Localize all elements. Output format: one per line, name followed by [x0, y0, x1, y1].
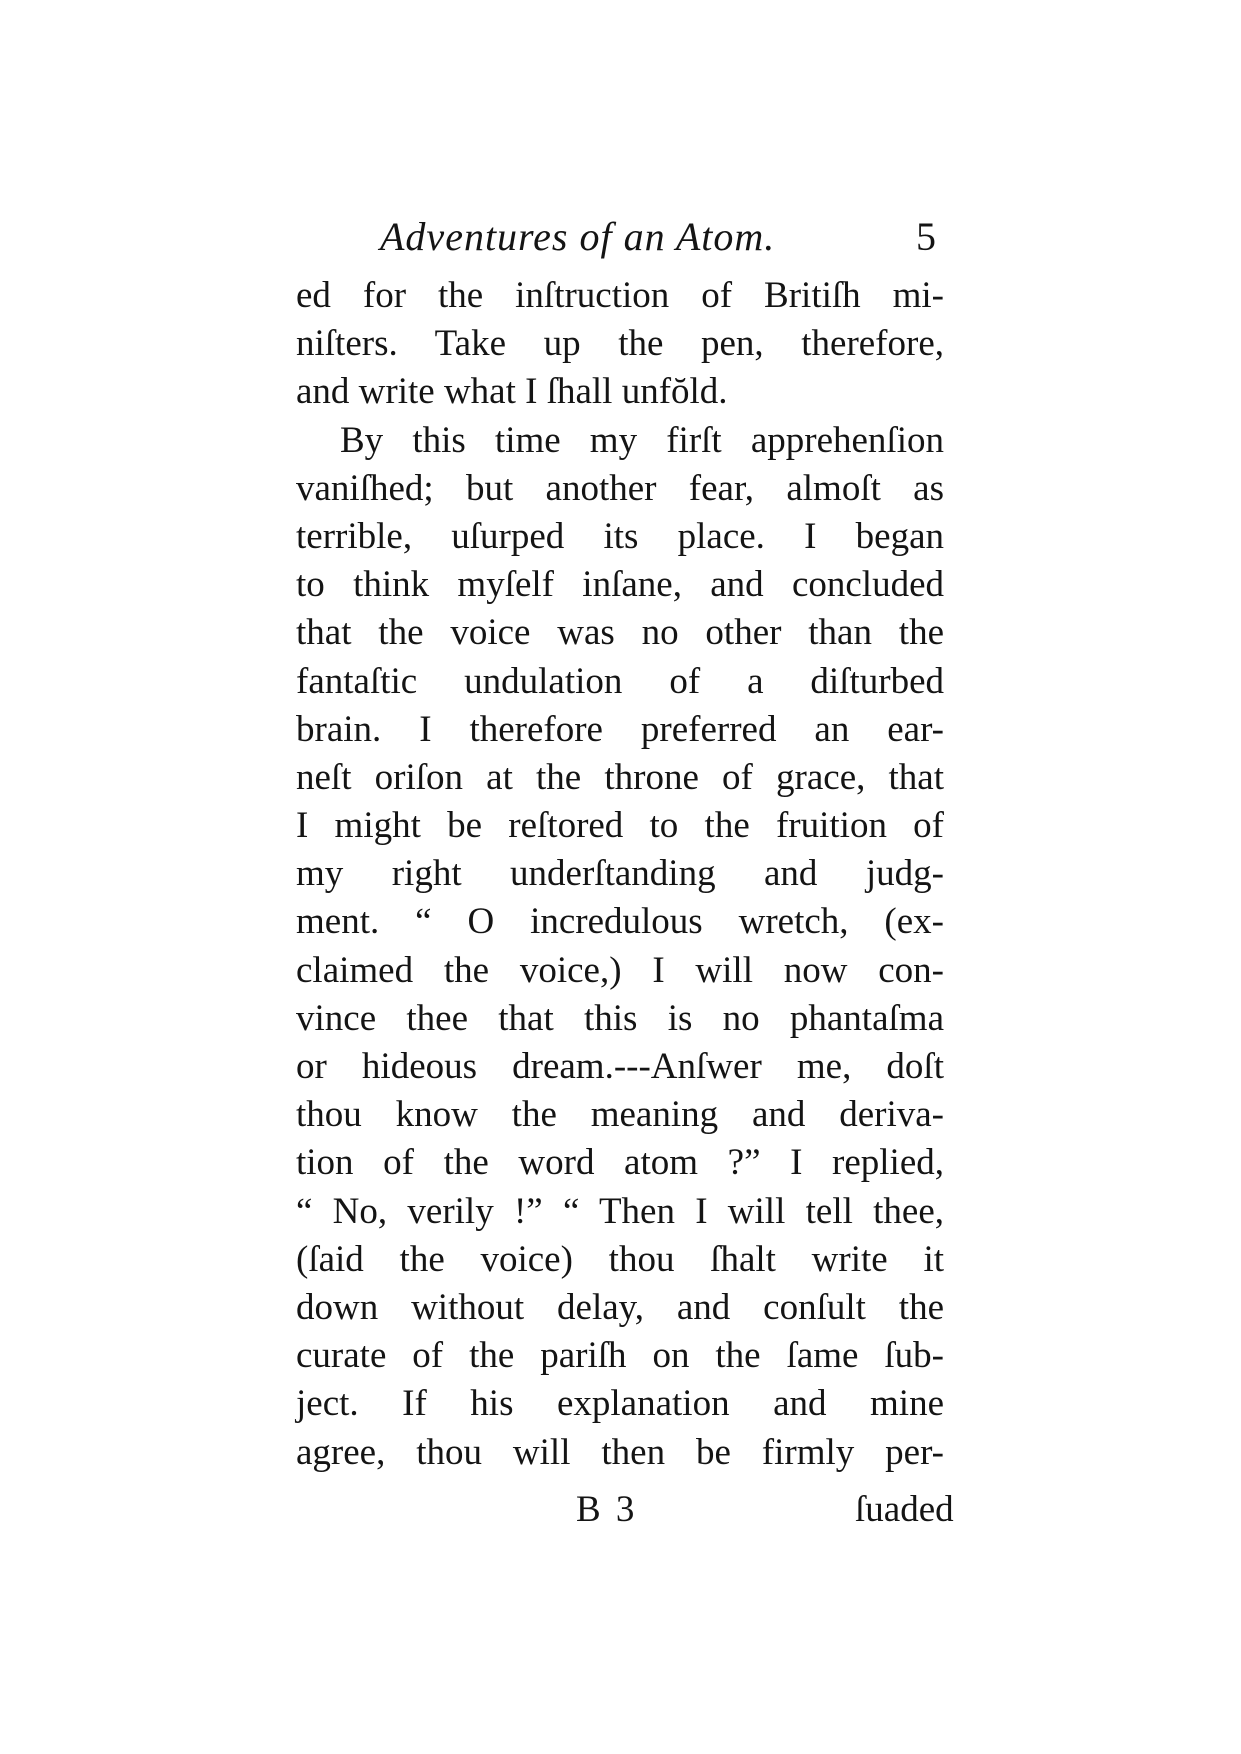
text-line: vaniſhed; but another fear, almoſt as	[296, 467, 944, 509]
text-line: By this time my firſt apprehenſion	[340, 419, 944, 461]
text-line: neſt oriſon at the throne of grace, that	[296, 756, 944, 798]
running-head-title: Adventures of an Atom.	[380, 214, 776, 259]
text-line: tion of the word atom ?” I replied,	[296, 1142, 944, 1184]
text-line: ment. “ O incredulous wretch, (ex-	[296, 901, 944, 943]
text-line: vince thee that this is no phantaſma	[296, 997, 944, 1039]
catchword: ſuaded	[855, 1489, 954, 1530]
text-line: brain. I therefore preferred an ear-	[296, 708, 944, 750]
text-line: down without delay, and conſult the	[296, 1286, 944, 1328]
text-line: terrible, uſurped its place. I began	[296, 515, 944, 557]
text-line: that the voice was no other than the	[296, 612, 944, 654]
text-line: I might be reſtored to the fruition of	[296, 805, 944, 847]
text-line: niſters. Take up the pen, therefore,	[296, 323, 944, 365]
text-line: and write what I ſhall unfŏld.	[296, 371, 728, 413]
text-line: (ſaid the voice) thou ſhalt write it	[296, 1238, 944, 1280]
text-line: agree, thou will then be firmly per-	[296, 1431, 944, 1473]
text-line: ed for the inſtruction of Britiſh mi-	[296, 275, 944, 316]
body-text	[296, 272, 944, 1477]
text-line: or hideous dream.---Anſwer me, doſt	[296, 1046, 944, 1087]
text-line: curate of the pariſh on the ſame ſub-	[296, 1335, 944, 1377]
text-line: my right underſtanding and judg-	[296, 853, 944, 895]
text-line: to think myſelf inſane, and concluded	[296, 564, 944, 606]
text-line: “ No, verily !” “ Then I will tell thee,	[296, 1190, 944, 1232]
text-line: fantaſtic undulation of a diſturbed	[296, 660, 944, 702]
page-number: 5	[916, 214, 936, 259]
text-line: thou know the meaning and deriva-	[296, 1094, 944, 1136]
text-line: ject. If his explanation and mine	[296, 1383, 944, 1425]
signature-mark: B 3	[576, 1489, 638, 1530]
text-line: claimed the voice,) I will now con-	[296, 949, 944, 991]
